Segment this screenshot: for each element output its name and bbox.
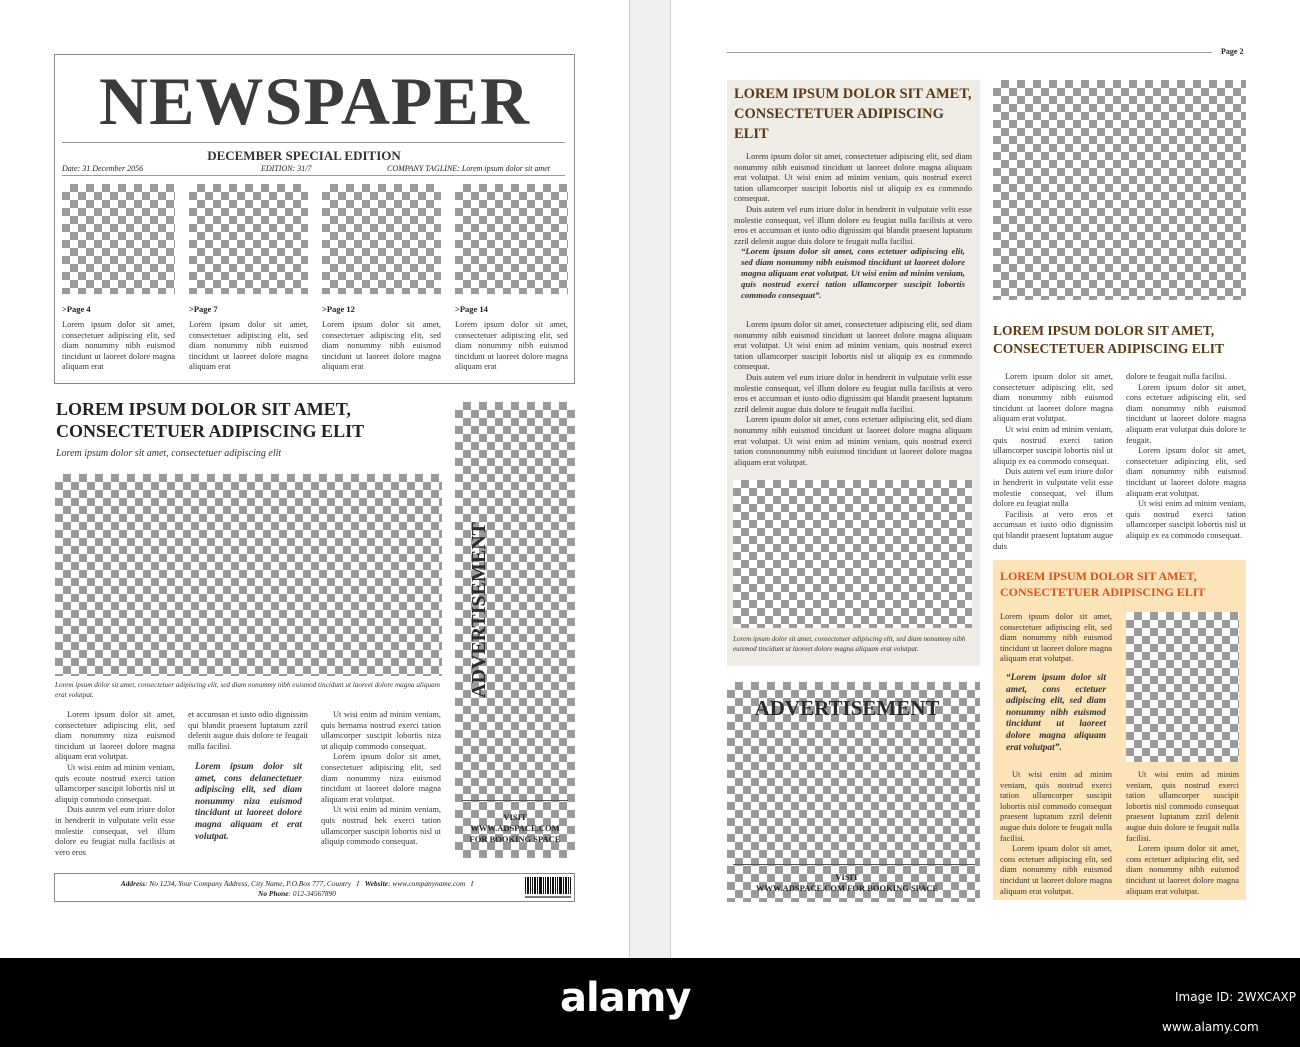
highlight-column-2 xyxy=(1126,770,1239,897)
teaser-image-2 xyxy=(189,184,308,294)
feature-headline: LOREM IPSUM DOLOR SIT AMET, CONSECTETUER ADIPISCING ELIT xyxy=(734,86,972,142)
masthead-rule xyxy=(62,142,565,143)
paragraph: Lorem ipsum dolor sit amet, consectetuer adipiscing elit, sed diam nonummy nibh euismod tincidunt ut laoreet dolore magna aliquam erat volutpat. xyxy=(993,372,1113,424)
footer-separator: I xyxy=(356,879,360,888)
paragraph: Ut wisi enim ad minim veniam, quis ecoute nostrud exerci tation ullamcorper suscipit lobortis nisl ut aliquip commodo consequat. xyxy=(55,762,175,804)
feature-image xyxy=(733,480,972,628)
paragraph: Duis autem vel eum iriure dolor in hendrerit in vulputate velit esse molestie consequat, vel illum dolore eu feugiat nulla facilisis at vero eros et accumsan et iusto odio dignissim qui blandit praesent luptatum zzril delenit augue duis dolore te feugait nulla facilisi. xyxy=(734,204,972,246)
highlight-column-1 xyxy=(1000,770,1112,897)
ad-url[interactable]: WWW.ADSPACE.COM FOR BOOKING SPACE xyxy=(755,883,939,893)
footer-line-2 xyxy=(54,889,540,898)
ad-booking: FOR BOOKING SPACE xyxy=(469,834,561,844)
ad-rule xyxy=(733,864,975,865)
paragraph: Duis autem vel eum iriure dolor in hendrerit in vulputate velit esse molestie consequat, vel illum dolore eu feugiat nulla facilisis at vero eros xyxy=(55,805,175,857)
masthead-rule-2 xyxy=(62,175,565,176)
teaser-image-4 xyxy=(455,184,568,294)
page-2-rule xyxy=(727,52,1212,53)
paragraph: Ut wisi enim ad minim veniam, quis nostrud exerci tation ullamcorper suscipit lobortis nisl ut aliquip ex ea commodo consequat. xyxy=(993,424,1113,466)
footer-address-label: Address xyxy=(120,879,145,888)
highlight-pull-quote: “Lorem ipsum dolor sit amet, cons ectetuer adipiscing elit, sed diam nonummy nibh euismod tincidunt ut laoreet dolore magna aliquam erat volutpat”. xyxy=(1006,673,1106,753)
paragraph: Duis autem vel eum iriure dolor in hendrerit in vulputate velit esse molestie consequat, vel illum dolore eu feugiat nulla xyxy=(993,467,1113,509)
footer-phone-label: No Phone xyxy=(257,889,289,898)
teaser-text-4: Lorem ipsum dolor sit amet, consectetuer adipiscing elit, sed diam nonummy nibh euismod tincidunt ut laoreet dolore magna aliquam erat xyxy=(455,320,568,372)
middle-column-2 xyxy=(1126,372,1246,542)
paragraph: Ut wisi enim ad minim veniam, quis nostrud hek exerci tation ullamcorper suscipit lobortis nisl ut aliquip commodo consequat. xyxy=(321,805,441,847)
middle-headline: LOREM IPSUM DOLOR SIT AMET, CONSECTETUER ADIPISCING ELIT xyxy=(993,323,1225,356)
edition-number: EDITION: 31/7 xyxy=(261,164,312,173)
ad-vertical-title: ADVERTISEMENT xyxy=(468,522,490,698)
main-subhead: Lorem ipsum dolor sit amet, consectetuer adipiscing elit xyxy=(56,448,282,459)
top-right-image xyxy=(993,80,1246,300)
paragraph: Lorem ipsum dolor sit amet, consectetuer adipiscing elit, sed diam nonummy nibh euismod tincidunt ut laoreet dolore magna aliquam erat volutpat. xyxy=(1126,446,1246,498)
paragraph: Lorem ipsum dolor sit amet, cons ectetuer adipiscing elit, sed diam nonummy nibh euismod tincidunt ut laoreet dolore magna aliquam erat volutpat. xyxy=(1126,844,1239,896)
ad-url[interactable]: WWW.ADSPACE.COM xyxy=(470,823,560,833)
paragraph: Lorem ipsum dolor sit amet, consectetuer adipiscing elit, sed diam nonummy niza euismod tincidunt ut laoreet dolore magna aliquam erat volutpat. xyxy=(321,752,441,804)
teaser-text-3: Lorem ipsum dolor sit amet, consectetuer adipiscing elit, sed diam nonummy nibh euismod tincidunt ut laoreet dolore magna aliquam erat xyxy=(322,320,441,372)
masthead: NEWSPAPER xyxy=(99,63,530,139)
footer-website[interactable]: : www.companyname.com xyxy=(387,879,466,888)
paragraph: Facilisis at vero eros et accumsan et iusto odio dignissim qui blandit praesent luptatum augue duis xyxy=(993,509,1114,551)
ad-title: ADVERTISEMENT xyxy=(754,696,940,720)
paragraph: Lorem ipsum dolor sit amet, cons ectetuer adipiscing elit, sed diam nonummy nibh euismod tincidunt ut laoreet dolore magna aliquam erat volutpat duis dolore te feugait. xyxy=(1126,382,1246,445)
ad-visit: VISIT xyxy=(503,812,527,822)
teaser-image-3 xyxy=(322,184,441,294)
main-headline: LOREM IPSUM DOLOR SIT AMET, CONSECTETUER ADIPISCING ELIT xyxy=(56,399,365,441)
teaser-image-1 xyxy=(62,184,175,294)
page-number-label: Page 2 xyxy=(1221,47,1244,56)
main-story-image xyxy=(55,474,442,676)
feature-text-2 xyxy=(734,320,972,468)
paragraph: Ut wisi enim ad minim veniam, quis nostrud exerci tation ullamcorper suscipit lobortis nisl commodo consequat praesent luptatum zzril delenit augue duis dolore te feugait nulla facilisi. xyxy=(1126,770,1239,843)
main-image-caption: Lorem ipsum dolor sit amet, consectetuer adipiscing elit, sed diam nonummy nibh euismod tincidunt ut laoreet dolore magna aliquam erat volutpat. xyxy=(55,681,440,699)
main-column-1 xyxy=(55,710,175,858)
watermark-brand: alamy xyxy=(560,975,691,1021)
teaser-link-4[interactable]: >Page 14 xyxy=(455,304,488,314)
highlight-intro: Lorem ipsum dolor sit amet, consectetuer adipiscing elit, sed diam nonummy nibh euismod tincidunt ut laoreet dolore magna aliquam erat volutpat. xyxy=(1000,612,1112,664)
paragraph: Ut wisi enim ad minim veniam, quis nostrud exerci tation ullamcorper suscipit lobortis nisl commodo consequat praesent luptatum zzril delenit augue duis dolore te feugait nulla facilisi. xyxy=(1000,770,1112,843)
teaser-link-3[interactable]: >Page 12 xyxy=(322,304,355,314)
paragraph: Lorem ipsum dolor sit amet, cons ectetuer adipiscing elit, sed diam nonummy nibh euismod tincidunt ut laoreet dolore magna aliquam erat volutpat. Ut wisi enim ad minim veniam, quis nostrud exerci tation consnonummy nibh euismod tincidunt ut laoreet dolore magna aliquam erat volutpat. xyxy=(734,415,972,467)
ad-vertical-rule xyxy=(462,800,568,801)
footer-line-1 xyxy=(54,879,540,888)
highlight-image xyxy=(1126,612,1239,762)
paragraph: Lorem ipsum dolor sit amet, consectetuer adipiscing elit, sed diam nonummy niza euismod tincidunt ut laoreet dolore magna aliquam erat volutpat. xyxy=(55,710,175,762)
paragraph: Lorem ipsum dolor sit amet, consectetuer adipiscing elit, sed diam nonummy nibh euismod tincidunt ut laoreet dolore magna aliquam erat volutpat. Ut wisi enim ad minim veniam, quis nostrud exerci tation ullamcorper suscipit lobortis nisl ut aliquip ex ea commodo consequat. xyxy=(734,152,972,204)
issue-date: Date: 31 December 2056 xyxy=(62,164,144,173)
main-column-3 xyxy=(321,710,441,848)
feature-text-1 xyxy=(734,152,972,247)
footer-address: : No 1234, Your Company Address, City Name, P.O.Box 777, Country xyxy=(145,879,352,888)
paragraph: Duis autem vel eum iriure dolor in hendrerit in vulputate velit esse molestie consequat, vel illum dolore eu feugiat nulla facilisis at vero eros et accumsan et iusto odio dignissim qui blandit praesent luptatum zzril delenit augue duis dolore te feugait nulla facilisi. xyxy=(734,372,972,414)
footer-separator: I xyxy=(470,879,474,888)
paragraph: dolore te feugait nulla facilisi. xyxy=(1126,372,1227,381)
teaser-text-2: Lorem ipsum dolor sit amet, consectetuer adipiscing elit, sed diam nonummy nibh euismod tincidunt ut laoreet dolore magna aliquam erat xyxy=(189,320,308,372)
feature-pull-quote: “Lorem ipsum dolor sit amet, cons ectetuer adipiscing elit, sed diam nonummy nibh euismod tincidunt ut laoreet dolore magna aliquam erat volutpat. Ut wisi enim ad minim veniam, quis nostrud exerci tation ullamcorper suscipit lobortis commodo consequat”. xyxy=(741,246,965,300)
footer-website-label: Website xyxy=(364,879,388,888)
teaser-link-2[interactable]: >Page 7 xyxy=(189,304,218,314)
watermark-url[interactable]: www.alamy.com xyxy=(1162,1020,1259,1034)
company-tagline: COMPANY TAGLINE: Lorem ipsum dolor sit amet xyxy=(387,164,550,173)
page-2 xyxy=(670,0,1300,958)
ad-visit: VISIT xyxy=(835,872,859,882)
main-pull-quote: Lorem ipsum dolor sit amet, cons delanectetuer adipiscing elit, sed diam nonummy niza euismod tincidunt ut laoreet dolore magna aliquam et erat volutpat. xyxy=(195,762,302,842)
feature-image-caption: Lorem ipsum dolor sit amet, consectetuer adipiscing elit, sed diam nonummy nibh euismod tincidunt ut laoreet dolore magna aliquam erat volutpat. xyxy=(733,635,966,653)
paragraph: et accumsan et iusto odio dignissim qui blandit praesent luptatum zzril delenit augue duis dolore te feugait nulla facilisi. xyxy=(188,710,308,751)
teaser-text-1: Lorem ipsum dolor sit amet, consectetuer adipiscing elit, sed diam nonummy nibh euismod tincidunt ut laoreet dolore magna aliquam erat xyxy=(62,320,175,372)
paragraph: Ut wisi enim ad minim veniam, quis bernama nostrud exerci tation ullamcorper suscipit lobortis niza ut aliquip commodo consequat. xyxy=(321,710,441,751)
paragraph: Lorem ipsum dolor sit amet, cons ectetuer adipiscing elit, sed diam nonummy nibh euismod tincidunt ut laoreet dolore magna aliquam erat volutpat. xyxy=(1000,844,1112,896)
paragraph: Ut wisi enim ad minim veniam, quis nostrud exerci tation ullamcorper suscipit lobortis nisl ut aliquip ex ea commodo consequat. xyxy=(1126,499,1246,540)
page-1 xyxy=(0,0,630,958)
main-column-2 xyxy=(188,710,308,752)
edition-title: DECEMBER SPECIAL EDITION xyxy=(207,148,401,163)
paragraph: Lorem ipsum dolor sit amet, consectetuer adipiscing elit, sed diam nonummy nibh euismod tincidunt ut laoreet dolore magna aliquam erat volutpat. Ut wisi enim ad minim veniam, quis nostrud exerci tation ullamcorper suscipit lobortis nisl ut aliquip ex ea commodo consequat. xyxy=(734,320,972,372)
middle-column-1 xyxy=(993,372,1113,552)
barcode-icon xyxy=(524,876,572,900)
watermark-image-id: Image ID: 2WXCAXP xyxy=(1175,990,1296,1004)
teaser-link-1[interactable]: >Page 4 xyxy=(62,304,91,314)
highlight-headline: LOREM IPSUM DOLOR SIT AMET, CONSECTETUER ADIPISCING ELIT xyxy=(1000,569,1206,599)
footer-phone: : 012-34567890 xyxy=(288,889,336,898)
